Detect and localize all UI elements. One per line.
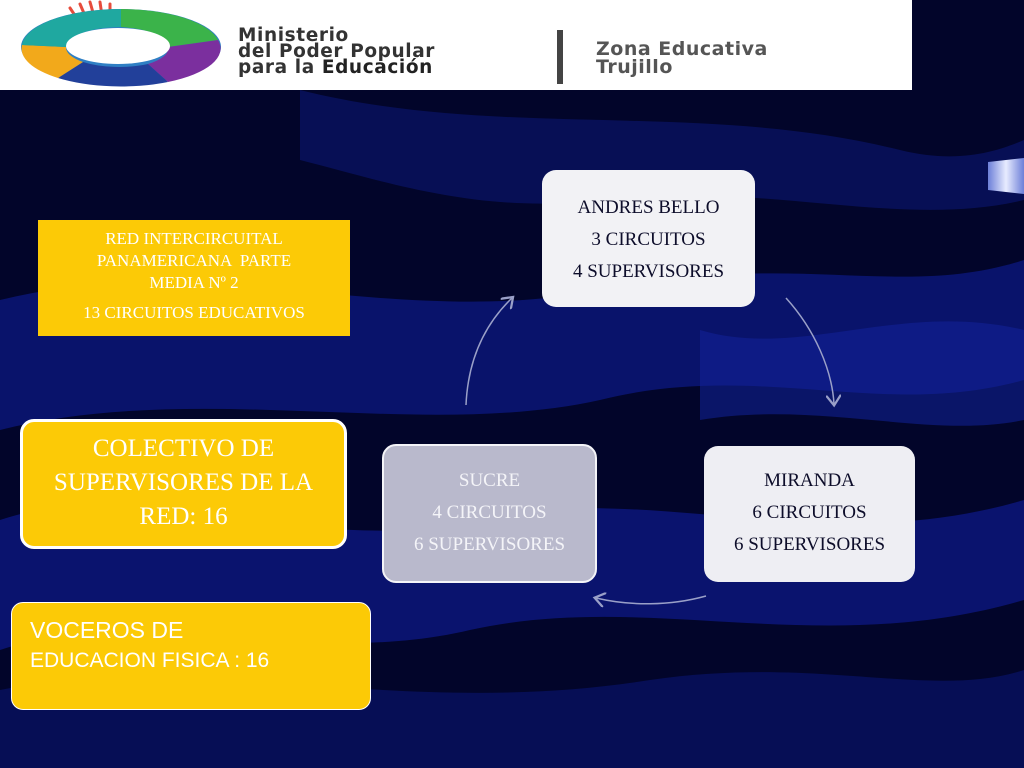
node-supervisores: 4 SUPERVISORES <box>572 261 725 282</box>
zona-line-2: Trujillo <box>596 56 673 78</box>
ministry-accent: Educación <box>321 57 433 78</box>
voceros-line-1: VOCEROS DE <box>30 617 184 643</box>
node-circuitos: 3 CIRCUITOS <box>591 229 706 250</box>
red-title-line-3: MEDIA Nº 2 <box>149 273 239 292</box>
node-circuitos: 4 CIRCUITOS <box>432 502 547 523</box>
ministry-line-2: del Poder Popular <box>238 41 436 62</box>
voceros-line-2: EDUCACION FISICA : 16 <box>30 649 270 672</box>
arrow-miranda-to-sucre <box>596 596 706 604</box>
node-andres-bello <box>542 170 755 307</box>
colectivo-line-2: SUPERVISORES DE LA <box>53 469 314 496</box>
node-miranda <box>704 446 915 582</box>
node-name: MIRANDA <box>764 470 855 491</box>
colectivo-box <box>20 419 347 549</box>
red-title-line-1: RED INTERCIRCUITAL <box>105 229 283 248</box>
ministry-line-1: Ministerio <box>238 25 349 46</box>
node-name: ANDRES BELLO <box>577 197 720 218</box>
node-sucre <box>382 444 597 583</box>
node-name: SUCRE <box>458 470 521 491</box>
colectivo-line-3: RED: 16 <box>139 503 228 530</box>
node-supervisores: 6 SUPERVISORES <box>413 534 566 555</box>
colectivo-line-1: COLECTIVO DE <box>92 435 275 462</box>
arrow-sucre-to-bello <box>466 298 512 405</box>
arrow-bello-to-miranda <box>786 298 834 404</box>
voceros-box <box>11 602 371 710</box>
ministry-line-3: para la <box>238 57 322 78</box>
red-title-line-2: PANAMERICANA PARTE <box>96 251 292 270</box>
zona-line-1: Zona Educativa <box>596 38 768 60</box>
node-circuitos: 6 CIRCUITOS <box>752 502 867 523</box>
red-intercircuital-box <box>38 220 350 336</box>
node-supervisores: 6 SUPERVISORES <box>733 534 886 555</box>
red-circuits-count: 13 CIRCUITOS EDUCATIVOS <box>83 303 305 322</box>
